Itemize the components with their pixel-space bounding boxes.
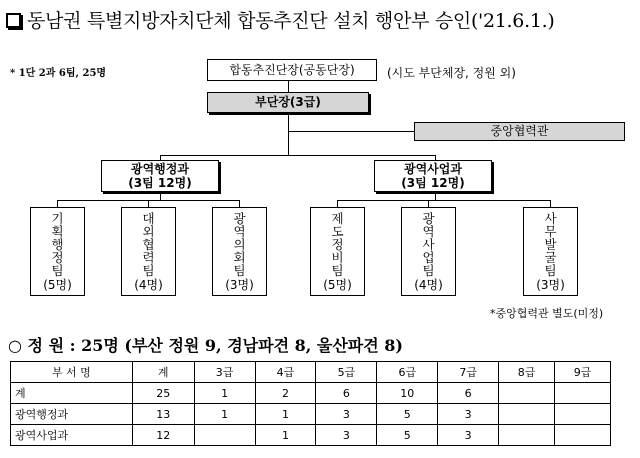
division-box-projects [374, 160, 492, 192]
team-name: 사무발굴팀 [544, 211, 557, 278]
column-header: 부 서 명 [11, 362, 133, 383]
division-box-admin [101, 160, 219, 192]
table-cell: 5 [377, 404, 438, 425]
table-cell: 1 [255, 404, 316, 425]
team-box [121, 207, 176, 296]
team-count: (3명) [225, 278, 254, 292]
table-cell: 광역사업과 [11, 425, 133, 446]
connector-team-4 [337, 200, 338, 207]
connector-team-1 [57, 200, 58, 207]
connector-projects-teams-bar [337, 200, 550, 201]
table-cell: 1 [255, 425, 316, 446]
table-row [11, 404, 611, 425]
table-cell: 10 [377, 383, 438, 404]
connector-team-5 [428, 200, 429, 207]
table-cell: 3 [316, 404, 377, 425]
team-count: (4명) [134, 278, 163, 292]
division-name: 광역사업과 [404, 161, 462, 176]
staff-total: 정 원 : 25명 [27, 336, 119, 355]
connector-admin-teams [160, 192, 161, 200]
column-header: 6급 [377, 362, 438, 383]
team-count: (5명) [323, 278, 352, 292]
table-row [11, 383, 611, 404]
org-summary-note: * 1단 2과 6팀, 25명 [10, 68, 107, 79]
table-cell: 13 [132, 404, 194, 425]
team-count: (4명) [414, 278, 443, 292]
team-count: (3명) [536, 278, 565, 292]
staff-heading [8, 333, 403, 356]
table-cell: 3 [316, 425, 377, 446]
division-detail: (3팀 12명) [401, 176, 465, 190]
head-box: 합동추진단장(공동단장) [207, 59, 377, 81]
table-cell [499, 425, 555, 446]
document-title: 동남권 특별지방자치단체 합동추진단 설치 행안부 승인('21.6.1.) [27, 10, 555, 32]
team-count: (5명) [43, 278, 72, 292]
team-name: 제도정비팀 [331, 211, 344, 278]
column-header: 9급 [555, 362, 611, 383]
team-box [310, 207, 365, 296]
column-header: 7급 [438, 362, 499, 383]
team-name: 광역사업팀 [422, 211, 435, 278]
column-header: 3급 [194, 362, 255, 383]
table-cell [499, 404, 555, 425]
column-header: 8급 [499, 362, 555, 383]
team-name: 기획행정팀 [51, 211, 64, 278]
connector-team-3 [239, 200, 240, 207]
table-cell: 1 [194, 404, 255, 425]
table-cell: 6 [316, 383, 377, 404]
team-box [212, 207, 267, 296]
staff-detail: (부산 정원 9, 경남파견 8, 울산파견 8) [124, 336, 403, 355]
column-header: 계 [132, 362, 194, 383]
table-cell: 6 [438, 383, 499, 404]
cooperation-footnote: *중앙협력관 별도(미정) [490, 307, 604, 320]
cooperation-box: 중앙협력관 [414, 122, 625, 141]
connector-divisions-bar [160, 155, 435, 156]
division-detail: (3팀 12명) [128, 176, 192, 190]
table-cell: 2 [255, 383, 316, 404]
team-box [523, 207, 578, 296]
team-name: 광역의회팀 [233, 211, 246, 278]
connector-team-6 [550, 200, 551, 207]
team-box [401, 207, 456, 296]
connector-projects-teams [435, 192, 436, 200]
head-note: (시도 부단체장, 정원 외) [387, 66, 516, 80]
table-row [11, 425, 611, 446]
deputy-box: 부단장(3급) [207, 92, 369, 113]
table-cell [555, 383, 611, 404]
table-cell: 1 [194, 383, 255, 404]
table-cell: 3 [438, 425, 499, 446]
title-checkbox-icon [6, 13, 21, 28]
team-box [30, 207, 85, 296]
connector-deputy-divisions [288, 113, 289, 155]
table-cell: 계 [11, 383, 133, 404]
column-header: 5급 [316, 362, 377, 383]
table-cell [194, 425, 255, 446]
table-cell: 25 [132, 383, 194, 404]
connector-head-deputy [288, 81, 289, 92]
connector-cooperation [288, 131, 414, 132]
column-header: 4급 [255, 362, 316, 383]
bullet-circle-icon: ○ [8, 336, 22, 355]
table-cell [555, 425, 611, 446]
division-name: 광역행정과 [131, 161, 189, 176]
table-cell: 12 [132, 425, 194, 446]
table-header-row [11, 362, 611, 383]
table-cell [499, 383, 555, 404]
table-cell: 5 [377, 425, 438, 446]
connector-team-2 [148, 200, 149, 207]
table-cell [555, 404, 611, 425]
staff-table [10, 361, 611, 446]
table-cell: 광역행정과 [11, 404, 133, 425]
team-name: 대외협력팀 [142, 211, 155, 278]
table-cell: 3 [438, 404, 499, 425]
